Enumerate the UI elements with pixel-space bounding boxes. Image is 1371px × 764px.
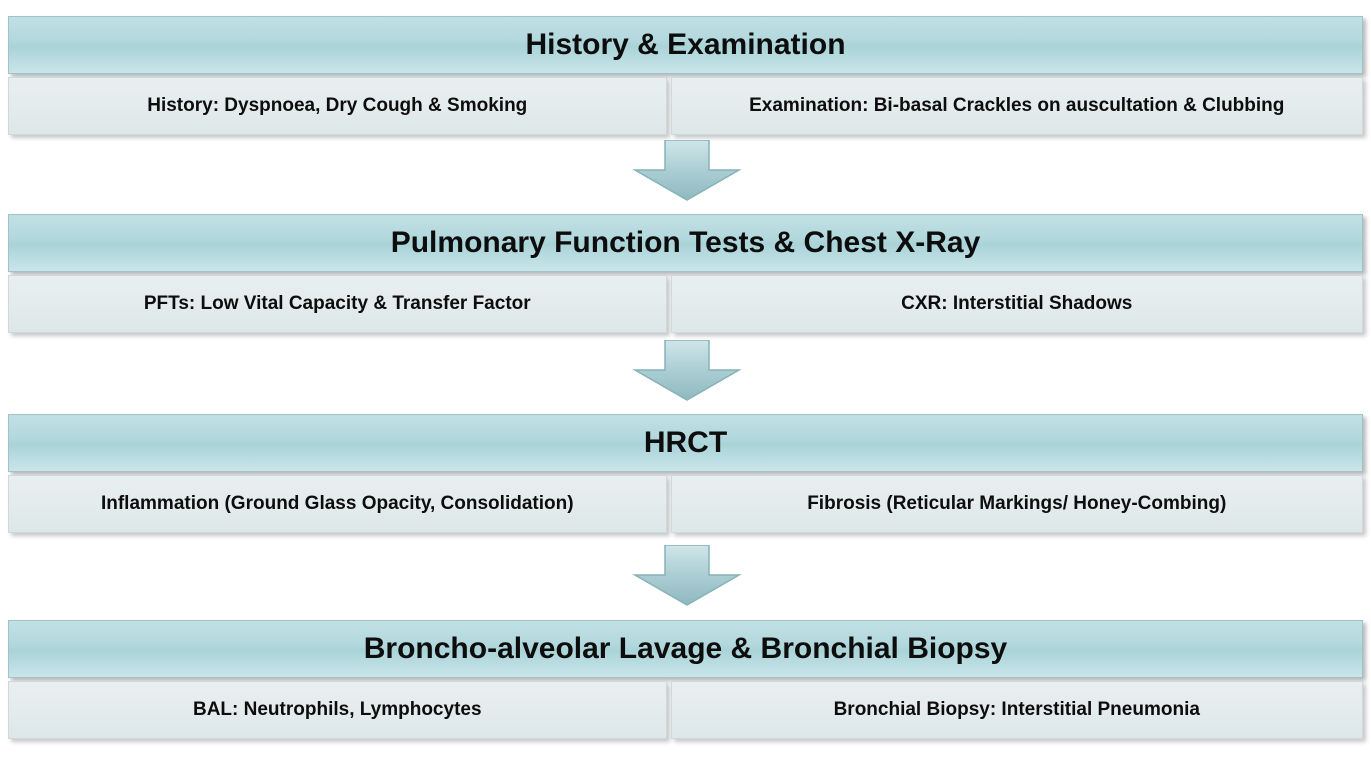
- stage-detail-row: [8, 475, 1363, 533]
- stage-bal-biopsy: [8, 620, 1363, 739]
- stage-detail-row: [8, 275, 1363, 333]
- stage-history-examination: [8, 16, 1363, 135]
- stage-detail-row: [8, 77, 1363, 135]
- stage-title: History & Examination: [525, 28, 846, 62]
- stage-detail-left-text: PFTs: Low Vital Capacity & Transfer Factor: [143, 293, 531, 315]
- arrow-down-icon-1: [631, 140, 743, 198]
- stage-detail-right-text: Bronchial Biopsy: Interstitial Pneumonia: [833, 699, 1200, 721]
- stage-detail-left: [8, 77, 667, 135]
- stage-detail-right: [671, 681, 1363, 739]
- stage-hrct: [8, 414, 1363, 533]
- stage-detail-left-text: BAL: Neutrophils, Lymphocytes: [192, 699, 482, 721]
- arrow-down-icon-2: [631, 340, 743, 398]
- stage-title: Broncho-alveolar Lavage & Bronchial Biopsy: [363, 632, 1008, 666]
- stage-header: [8, 620, 1363, 678]
- arrow-down-icon-3: [631, 545, 743, 603]
- stage-detail-left-text: History: Dyspnoea, Dry Cough & Smoking: [147, 95, 528, 117]
- stage-pft-cxr: [8, 214, 1363, 333]
- stage-detail-right: [671, 275, 1363, 333]
- stage-detail-left: [8, 681, 667, 739]
- stage-detail-right: [671, 77, 1363, 135]
- stage-header: [8, 214, 1363, 272]
- stage-header: [8, 16, 1363, 74]
- stage-title: HRCT: [643, 426, 728, 460]
- stage-detail-right-text: CXR: Interstitial Shadows: [901, 293, 1133, 315]
- stage-detail-left-text: Inflammation (Ground Glass Opacity, Consolidation): [100, 493, 574, 515]
- stage-detail-right: [671, 475, 1363, 533]
- stage-detail-row: [8, 681, 1363, 739]
- stage-header: [8, 414, 1363, 472]
- stage-detail-left: [8, 475, 667, 533]
- stage-detail-left: [8, 275, 667, 333]
- stage-detail-right-text: Examination: Bi-basal Crackles on auscultation & Clubbing: [749, 95, 1285, 117]
- stage-detail-right-text: Fibrosis (Reticular Markings/ Honey-Combing): [807, 493, 1227, 515]
- stage-title: Pulmonary Function Tests & Chest X-Ray: [390, 226, 981, 260]
